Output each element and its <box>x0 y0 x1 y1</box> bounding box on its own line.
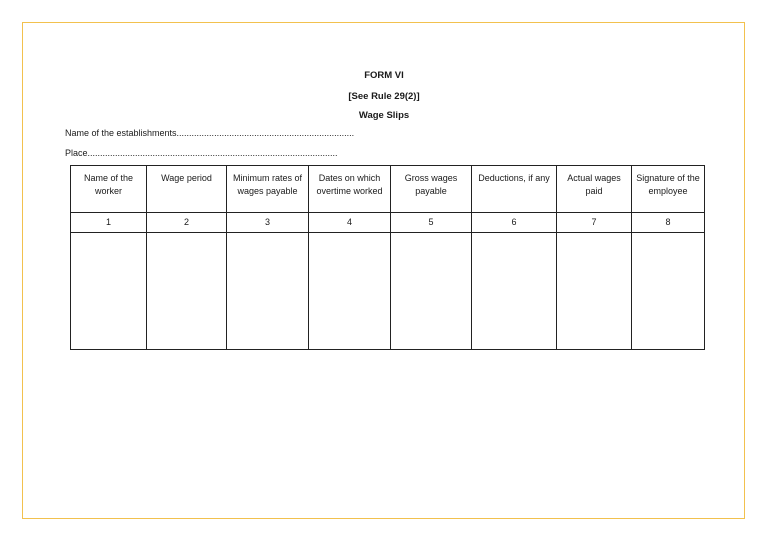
col-number: 5 <box>391 212 472 232</box>
col-header-actual-wages: Actual wages paid <box>557 166 632 213</box>
table-cell-gross-wages <box>391 232 472 349</box>
col-header-minimum-rates: Minimum rates of wages payable <box>227 166 309 213</box>
form-title: FORM VI <box>364 70 404 81</box>
col-header-gross-wages: Gross wages payable <box>391 166 472 213</box>
table-cell-overtime-dates <box>309 232 391 349</box>
table-header-row <box>71 166 705 213</box>
col-number: 7 <box>557 212 632 232</box>
table-cell-signature <box>632 232 705 349</box>
col-header-signature: Signature of the employee <box>632 166 705 213</box>
col-number: 6 <box>472 212 557 232</box>
col-header-deductions: Deductions, if any <box>472 166 557 213</box>
col-number: 3 <box>227 212 309 232</box>
col-number: 2 <box>147 212 227 232</box>
col-header-worker-name: Name of the worker <box>71 166 147 213</box>
table-cell-worker-name <box>71 232 147 349</box>
table-cell-minimum-rates <box>227 232 309 349</box>
col-number: 4 <box>309 212 391 232</box>
table-cell-actual-wages <box>557 232 632 349</box>
col-number: 1 <box>71 212 147 232</box>
table-cell-wage-period <box>147 232 227 349</box>
establishment-name-field: Name of the establishments....................................................................... <box>65 128 355 138</box>
col-number: 8 <box>632 212 705 232</box>
col-header-wage-period: Wage period <box>147 166 227 213</box>
table-row <box>71 232 705 349</box>
form-subtitle: Wage Slips <box>358 110 410 121</box>
table-cell-deductions <box>472 232 557 349</box>
table-number-row <box>71 212 705 232</box>
col-header-overtime-dates: Dates on which overtime worked <box>309 166 391 213</box>
place-field: Place.................................................................................................... <box>65 148 338 158</box>
form-rule: [See Rule 29(2)] <box>348 91 420 102</box>
wage-slip-table <box>70 165 705 350</box>
